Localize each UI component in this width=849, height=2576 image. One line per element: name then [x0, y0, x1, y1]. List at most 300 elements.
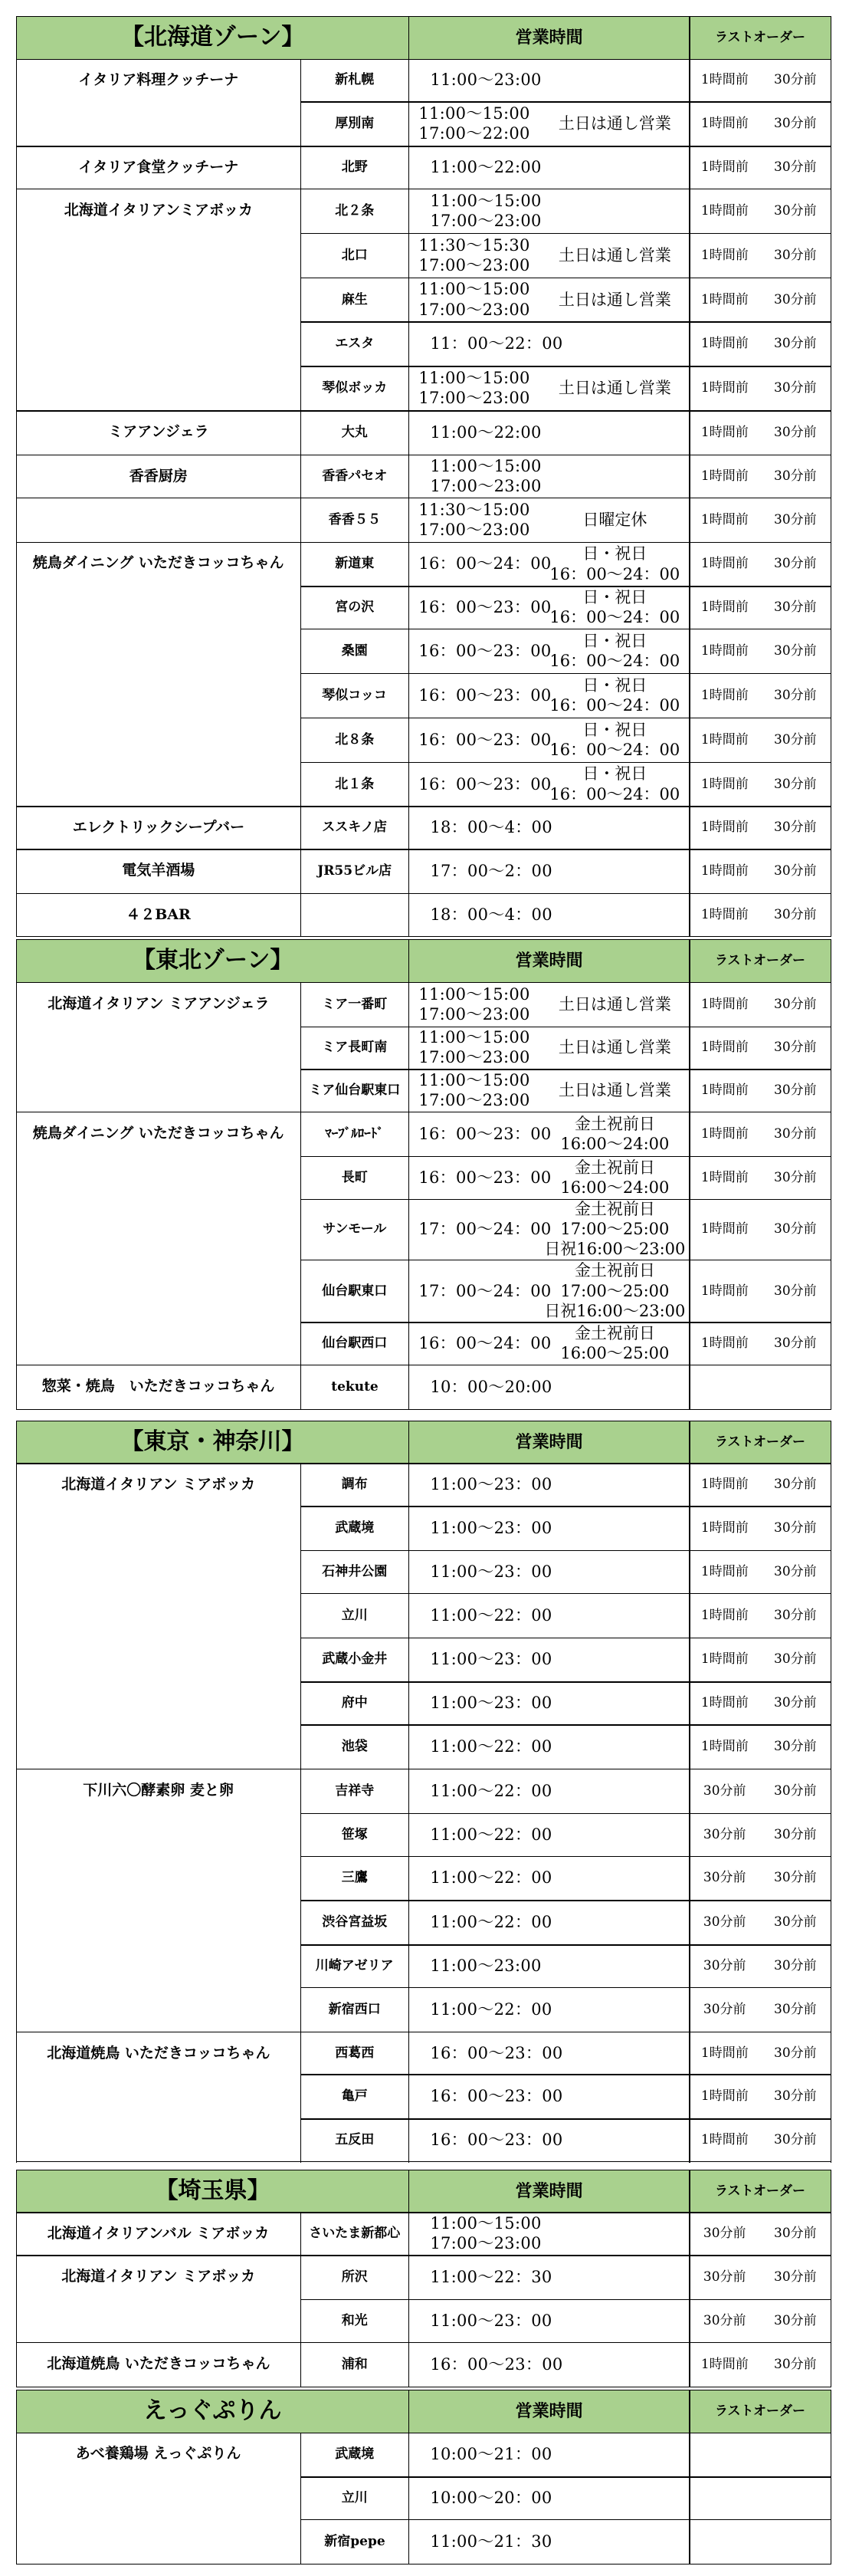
last-order-food: 30分前 — [703, 1826, 746, 1842]
hours-value: 10:00～21：00 — [430, 2445, 552, 2464]
restaurant-name: あべ養鶏場 えっぐぷりん — [75, 2445, 241, 2463]
last-order-drink: 30分前 — [774, 1169, 817, 1185]
hours-value: 16：00～23：00 — [418, 685, 552, 705]
column-divider — [408, 16, 409, 937]
row-divider — [300, 1069, 831, 1070]
row-divider — [300, 2118, 831, 2119]
last-order-drink: 30分前 — [774, 1607, 817, 1623]
column-divider — [300, 2213, 301, 2387]
last-order-drink: 30分前 — [774, 1520, 817, 1536]
last-order-food: 30分前 — [703, 2001, 746, 2017]
store-name: 池袋 — [341, 1739, 368, 1755]
store-name: 長町 — [341, 1169, 368, 1185]
last-order-food: 1時間前 — [700, 906, 749, 922]
last-order-drink: 30分前 — [774, 1739, 817, 1755]
last-order-column-header: ラストオーダー — [714, 2183, 805, 2199]
store-name: 武蔵境 — [335, 2446, 375, 2463]
store-name: 新宿西口 — [328, 2001, 381, 2017]
last-order-food: 1時間前 — [700, 863, 749, 879]
zone-title: 【東京・神奈川】 — [120, 1428, 305, 1456]
last-order-food: 1時間前 — [700, 1651, 749, 1668]
last-order-food: 1時間前 — [700, 1040, 749, 1056]
hours-value: 17：00～24：00 — [418, 1281, 552, 1300]
restaurant-name: 北海道イタリアン ミアボッカ — [61, 1476, 256, 1493]
last-order-food: 1時間前 — [700, 1336, 749, 1352]
column-divider — [689, 16, 690, 937]
store-name: 和光 — [341, 2312, 368, 2328]
hours-value: 17:00～23:00 — [418, 255, 530, 274]
row-divider — [16, 542, 831, 543]
zone-header — [16, 2390, 831, 2433]
table-left-border — [16, 2170, 17, 2387]
hours-value: 11:00～15:00 — [430, 456, 542, 475]
zone-top-border — [16, 16, 831, 17]
last-order-drink: 30分前 — [774, 996, 817, 1012]
store-name: 麻生 — [341, 291, 368, 307]
zone-bottom-border — [16, 2161, 831, 2162]
zone-title: えっぐぷりん — [143, 2397, 282, 2425]
hours-value: 16：00～23：00 — [430, 2131, 563, 2150]
restaurant-name: 惣菜・焼鳥 いただきコッコちゃん — [41, 1377, 275, 1395]
header-bottom-border — [16, 59, 831, 60]
store-name: 石神井公園 — [322, 1563, 388, 1579]
store-name: 笹塚 — [341, 1826, 368, 1842]
last-order-drink: 30分前 — [774, 1477, 817, 1493]
hours-value: 11:00～15:00 — [418, 280, 530, 299]
row-divider — [300, 1681, 831, 1682]
restaurant-name: 北海道イタリアン ミアアンジェラ — [48, 994, 270, 1012]
last-order-drink: 30分前 — [774, 776, 817, 792]
row-divider — [300, 2299, 831, 2300]
hours-note: 日祝16:00～23:00 — [544, 1240, 686, 1259]
last-order-food: 1時間前 — [700, 600, 749, 616]
row-divider — [300, 1724, 831, 1725]
hours-note: 金土祝前日 — [574, 1200, 655, 1219]
column-divider — [689, 940, 690, 1411]
row-divider — [16, 2255, 831, 2256]
column-divider — [408, 940, 409, 1411]
hours-value: 11:00～22：00 — [430, 1825, 552, 1844]
last-order-column-header: ラストオーダー — [714, 1434, 805, 1450]
restaurant-name: エレクトリックシープバー — [72, 819, 245, 836]
last-order-food: 1時間前 — [700, 1520, 749, 1536]
row-divider — [300, 1987, 831, 1988]
store-name: 五反田 — [335, 2132, 375, 2148]
hours-value: 11:00～23：00 — [430, 1694, 552, 1713]
store-name: 渋谷宮益坂 — [322, 1914, 388, 1930]
last-order-food: 1時間前 — [700, 776, 749, 792]
hours-value: 11:30～15:00 — [418, 500, 530, 519]
store-name: 浦和 — [341, 2356, 368, 2372]
last-order-drink: 30分前 — [774, 687, 817, 703]
column-divider — [300, 982, 301, 1410]
last-order-food: 1時間前 — [700, 731, 749, 748]
store-name: ススキノ店 — [322, 820, 387, 836]
last-order-drink: 30分前 — [774, 2312, 817, 2328]
hours-value: 10：00～20:00 — [430, 1377, 552, 1396]
store-name: ミア一番町 — [322, 996, 388, 1012]
store-name: 武蔵小金井 — [322, 1651, 388, 1668]
zone-bottom-border — [16, 936, 831, 937]
hours-value: 17：00～2：00 — [430, 862, 552, 881]
last-order-food: 1時間前 — [700, 1563, 749, 1579]
table-left-border — [16, 2390, 17, 2564]
hours-note: 16：00～24：00 — [549, 695, 680, 715]
store-name: 香香パセオ — [322, 468, 388, 484]
hours-value: 11:00～15:00 — [418, 369, 530, 388]
row-divider — [300, 1156, 831, 1157]
last-order-drink: 30分前 — [774, 643, 817, 659]
last-order-drink: 30分前 — [774, 2088, 817, 2104]
column-divider — [408, 2390, 409, 2564]
last-order-food: 1時間前 — [700, 291, 749, 307]
column-divider — [408, 2170, 409, 2387]
hours-value: 17:00～23:00 — [430, 211, 542, 230]
last-order-drink: 30分前 — [774, 2269, 817, 2285]
store-name: さいたま新都心 — [309, 2226, 401, 2242]
restaurant-name: ミアアンジェラ — [108, 422, 209, 440]
store-name: 桑園 — [341, 643, 368, 659]
last-order-drink: 30分前 — [774, 72, 817, 88]
last-order-food: 30分前 — [703, 1870, 746, 1886]
hours-note: 16:00～24:00 — [560, 1134, 670, 1153]
last-order-drink: 30分前 — [774, 291, 817, 307]
column-divider — [300, 1464, 301, 2163]
row-divider — [300, 2519, 831, 2520]
last-order-food: 1時間前 — [700, 2132, 749, 2148]
hours-note: 17:00～25:00 — [560, 1220, 670, 1239]
hours-value: 18：00～4：00 — [430, 905, 552, 924]
last-order-food: 1時間前 — [700, 336, 749, 352]
hours-value: 16：00～23：00 — [430, 2087, 563, 2106]
hours-value: 11:30～15:30 — [418, 235, 530, 255]
hours-note: 16:00～25:00 — [560, 1344, 670, 1363]
last-order-food: 30分前 — [703, 1783, 746, 1799]
row-divider — [300, 233, 831, 234]
store-name: 新宿pepe — [324, 2534, 385, 2550]
table-left-border — [16, 1421, 17, 2162]
last-order-drink: 30分前 — [774, 1563, 817, 1579]
hours-note: 金土祝前日 — [574, 1158, 655, 1177]
last-order-food: 1時間前 — [700, 1283, 749, 1299]
last-order-food: 1時間前 — [700, 425, 749, 441]
hours-value: 16：00～23：00 — [430, 2354, 563, 2374]
row-divider — [16, 2342, 831, 2343]
hours-note: 土日は通し営業 — [558, 1081, 671, 1100]
row-divider — [300, 673, 831, 674]
last-order-drink: 30分前 — [774, 468, 817, 484]
row-divider — [300, 1593, 831, 1594]
store-name: tekute — [331, 1378, 379, 1395]
last-order-drink: 30分前 — [774, 1125, 817, 1142]
store-name: 香香５５ — [328, 511, 381, 527]
zone-bottom-border — [16, 1409, 831, 1410]
last-order-drink: 30分前 — [774, 1040, 817, 1056]
hours-column-header: 営業時間 — [515, 28, 583, 48]
store-name: 調布 — [341, 1477, 368, 1493]
store-name: ミア長町南 — [322, 1040, 388, 1056]
last-order-drink: 30分前 — [774, 731, 817, 748]
hours-value: 11:00～23：00 — [430, 1562, 552, 1581]
hours-note: 金土祝前日 — [574, 1114, 655, 1133]
store-name: 武蔵境 — [335, 1520, 375, 1536]
last-order-drink: 30分前 — [774, 202, 817, 219]
hours-value: 11:00～15:00 — [418, 104, 530, 123]
store-name: ﾏｰﾌﾞﾙﾛｰﾄﾞ — [325, 1125, 384, 1142]
last-order-food: 1時間前 — [700, 468, 749, 484]
last-order-drink: 30分前 — [774, 556, 817, 572]
hours-note: 16:00～24:00 — [560, 1178, 670, 1197]
store-name: ミア仙台駅東口 — [309, 1083, 401, 1099]
row-divider — [300, 2074, 831, 2075]
store-name: 琴似ボッカ — [322, 380, 388, 396]
store-name: 立川 — [341, 1607, 368, 1623]
last-order-drink: 30分前 — [774, 863, 817, 879]
last-order-drink: 30分前 — [774, 1083, 817, 1099]
hours-value: 16：00～23：00 — [418, 642, 552, 660]
header-bottom-border — [16, 982, 831, 983]
hours-note: 土日は通し営業 — [558, 245, 671, 264]
hours-value: 11:00～23：00 — [430, 1650, 552, 1669]
last-order-food: 1時間前 — [700, 1221, 749, 1237]
hours-value: 16：00～24：00 — [418, 1334, 552, 1353]
hours-note: 土日は通し営業 — [558, 379, 671, 398]
last-order-food: 1時間前 — [700, 820, 749, 836]
last-order-food: 1時間前 — [700, 1477, 749, 1493]
restaurant-name: 香香厨房 — [129, 467, 188, 485]
last-order-drink: 30分前 — [774, 1221, 817, 1237]
column-divider — [300, 2433, 301, 2564]
hours-value: 11:00～22:00 — [430, 423, 542, 442]
store-name: 北１条 — [335, 776, 375, 792]
last-order-food: 1時間前 — [700, 687, 749, 703]
hours-value: 11:00～15:00 — [430, 191, 542, 210]
table-left-border — [16, 16, 17, 937]
hours-note: 日・祝日 — [582, 544, 647, 564]
last-order-food: 1時間前 — [700, 2045, 749, 2061]
hours-note: 日祝16:00～23:00 — [544, 1301, 686, 1320]
hours-value: 11:00～23:00 — [430, 1957, 542, 1976]
hours-note: 16：00～24：00 — [549, 652, 680, 671]
last-order-drink: 30分前 — [774, 820, 817, 836]
hours-value: 17:00～23:00 — [418, 520, 530, 539]
last-order-column-header: ラストオーダー — [714, 2403, 805, 2419]
hours-value: 16：00～23：00 — [418, 730, 552, 749]
hours-value: 17:00～23:00 — [418, 1048, 530, 1067]
hours-value: 17:00～23:00 — [418, 389, 530, 408]
last-order-drink: 30分前 — [774, 2356, 817, 2372]
row-divider — [300, 1199, 831, 1200]
store-name: 立川 — [341, 2490, 368, 2506]
store-name: 府中 — [341, 1695, 368, 1711]
last-order-food: 1時間前 — [700, 1695, 749, 1711]
store-name: 仙台駅西口 — [322, 1336, 388, 1352]
last-order-food: 30分前 — [703, 2312, 746, 2328]
restaurant-name: イタリア料理クッチーナ — [78, 71, 239, 89]
hours-value: 17:00～23:00 — [418, 300, 530, 319]
store-name: 所沢 — [341, 2269, 368, 2285]
last-order-food: 1時間前 — [700, 2088, 749, 2104]
row-divider — [16, 893, 831, 894]
hours-note: 17:00～25:00 — [560, 1281, 670, 1300]
last-order-food: 1時間前 — [700, 2356, 749, 2372]
hours-value: 11:00～15:00 — [418, 1028, 530, 1047]
last-order-column-header: ラストオーダー — [714, 952, 805, 968]
zone-title: 【北海道ゾーン】 — [120, 24, 305, 51]
restaurant-name: 北海道焼鳥 いただきコッコちゃん — [47, 2354, 270, 2372]
restaurant-name: 北海道焼鳥 いただきコッコちゃん — [47, 2044, 270, 2062]
zone-title: 【埼玉県】 — [155, 2177, 270, 2205]
hours-note: 土日は通し営業 — [558, 290, 671, 309]
store-name: エスタ — [335, 336, 375, 352]
restaurant-name: イタリア食堂クッチーナ — [78, 159, 239, 176]
hours-value: 16：00～23：00 — [418, 774, 552, 794]
last-order-drink: 30分前 — [774, 116, 817, 132]
row-divider — [16, 410, 831, 411]
last-order-drink: 30分前 — [774, 1336, 817, 1352]
last-order-drink: 30分前 — [774, 336, 817, 352]
hours-column-header: 営業時間 — [515, 2181, 583, 2202]
column-divider — [689, 1421, 690, 2162]
column-divider — [408, 1421, 409, 2162]
last-order-drink: 30分前 — [774, 600, 817, 616]
last-order-food: 30分前 — [703, 1914, 746, 1930]
last-order-drink: 30分前 — [774, 247, 817, 263]
last-order-drink: 30分前 — [774, 1914, 817, 1930]
last-order-drink: 30分前 — [774, 1783, 817, 1799]
store-name: 亀戸 — [341, 2088, 368, 2104]
last-order-drink: 30分前 — [774, 2045, 817, 2061]
hours-note: 日曜定休 — [582, 510, 647, 529]
hours-column-header: 営業時間 — [515, 2401, 583, 2422]
hours-value: 11:00～22:00 — [430, 158, 542, 177]
zone-top-border — [16, 939, 831, 940]
last-order-food: 1時間前 — [700, 556, 749, 572]
last-order-drink: 30分前 — [774, 906, 817, 922]
hours-value: 11:00～22：00 — [430, 1737, 552, 1756]
column-divider — [689, 2390, 690, 2564]
last-order-drink: 30分前 — [774, 159, 817, 176]
hours-note: 日・祝日 — [582, 631, 647, 650]
hours-value: 16：00～23：00 — [418, 598, 552, 617]
hours-value: 11:00～15:00 — [418, 1071, 530, 1090]
hours-column-header: 営業時間 — [515, 1432, 583, 1453]
column-divider — [300, 59, 301, 937]
header-bottom-border — [16, 2212, 831, 2213]
store-name: 大丸 — [341, 425, 368, 441]
hours-value: 17:00～23:00 — [418, 1091, 530, 1110]
hours-note: 16：00～24：00 — [549, 740, 680, 759]
zone-header — [16, 2170, 831, 2213]
store-name: 新札幌 — [335, 72, 375, 88]
hours-value: 16：00～24：00 — [418, 554, 552, 573]
row-divider — [300, 1944, 831, 1945]
last-order-food: 1時間前 — [700, 996, 749, 1012]
last-order-food: 1時間前 — [700, 72, 749, 88]
store-name: 厚別南 — [335, 116, 375, 132]
restaurant-name: 焼鳥ダイニング いただきコッコちゃん — [32, 554, 284, 572]
last-order-drink: 30分前 — [774, 380, 817, 396]
row-divider — [300, 1550, 831, 1551]
row-divider — [16, 806, 831, 807]
last-order-column-header: ラストオーダー — [714, 29, 805, 45]
header-bottom-border — [16, 1463, 831, 1464]
hours-value: 11:00～23：00 — [430, 1475, 552, 1494]
restaurant-name: 焼鳥ダイニング いただきコッコちゃん — [32, 1124, 284, 1142]
hours-note: 日・祝日 — [582, 720, 647, 739]
store-name: 吉祥寺 — [335, 1783, 375, 1799]
hours-note: 日・祝日 — [582, 588, 647, 607]
hours-value: 11:00～22：00 — [430, 1605, 552, 1625]
store-name: JR55ビル店 — [317, 863, 392, 879]
last-order-drink: 30分前 — [774, 1651, 817, 1668]
last-order-food: 1時間前 — [700, 1739, 749, 1755]
hours-value: 16：00～23：00 — [418, 1124, 552, 1143]
hours-value: 16：00～23：00 — [430, 2043, 563, 2062]
last-order-drink: 30分前 — [774, 1826, 817, 1842]
hours-value: 11:00～22：00 — [430, 1781, 552, 1800]
hours-column-header: 営業時間 — [515, 951, 583, 971]
store-name: 西葛西 — [335, 2045, 375, 2061]
row-divider — [300, 1813, 831, 1814]
restaurant-name: 北海道イタリアンミアボッカ — [64, 201, 253, 219]
last-order-food: 1時間前 — [700, 1607, 749, 1623]
last-order-drink: 30分前 — [774, 1283, 817, 1299]
restaurant-name: 電気羊酒場 — [122, 862, 195, 879]
restaurant-name: 下川六〇酵素卵 麦と卵 — [83, 1781, 234, 1799]
hours-note: 日・祝日 — [582, 675, 647, 695]
last-order-drink: 30分前 — [774, 2001, 817, 2017]
hours-value: 10:00～20：00 — [430, 2489, 552, 2508]
last-order-food: 1時間前 — [700, 511, 749, 527]
row-divider — [300, 1856, 831, 1857]
last-order-drink: 30分前 — [774, 2226, 817, 2242]
zone-title: 【東北ゾーン】 — [132, 947, 293, 974]
store-name: サンモール — [323, 1221, 387, 1237]
hours-value: 11:00～22：00 — [430, 1913, 552, 1932]
last-order-food: 1時間前 — [700, 380, 749, 396]
last-order-drink: 30分前 — [774, 425, 817, 441]
last-order-drink: 30分前 — [774, 1695, 817, 1711]
hours-value: 11:00～15:00 — [418, 984, 530, 1004]
last-order-food: 30分前 — [703, 2269, 746, 2285]
hours-value: 11:00～22：00 — [430, 1868, 552, 1888]
last-order-drink: 30分前 — [774, 511, 817, 527]
last-order-food: 30分前 — [703, 1958, 746, 1974]
last-order-food: 1時間前 — [700, 1125, 749, 1142]
hours-value: 11：00～22：00 — [430, 334, 563, 353]
hours-note: 16：00～24：00 — [549, 608, 680, 627]
hours-value: 11:00～23：00 — [430, 1519, 552, 1538]
store-name: 宮の沢 — [335, 600, 375, 616]
hours-note: 16：00～24：00 — [549, 784, 680, 803]
hours-note: 日・祝日 — [582, 764, 647, 784]
last-order-food: 1時間前 — [700, 1083, 749, 1099]
hours-value: 11:00～15:00 — [430, 2214, 542, 2233]
hours-value: 17:00～23:00 — [418, 1004, 530, 1024]
last-order-food: 1時間前 — [700, 643, 749, 659]
hours-note: 土日は通し営業 — [558, 1038, 671, 1057]
row-divider — [300, 1900, 831, 1901]
store-name: 仙台駅東口 — [322, 1283, 388, 1299]
hours-value: 11:00～22：00 — [430, 1999, 552, 2019]
last-order-food: 1時間前 — [700, 247, 749, 263]
last-order-drink: 30分前 — [774, 1870, 817, 1886]
last-order-drink: 30分前 — [774, 2132, 817, 2148]
hours-value: 17：00～24：00 — [418, 1220, 552, 1239]
row-divider — [300, 2476, 831, 2477]
hours-value: 11:00～23：00 — [430, 2311, 552, 2330]
